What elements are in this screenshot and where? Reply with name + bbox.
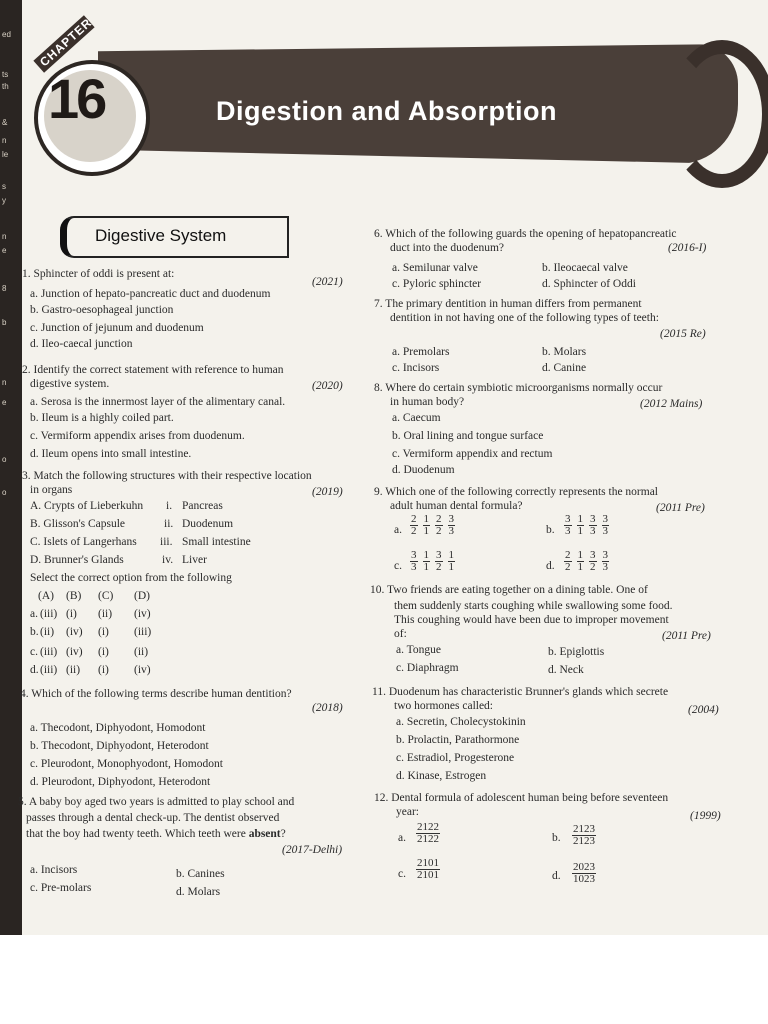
numerator: 2 [436,513,442,525]
option: d. Kinase, Estrogen [396,770,487,782]
option: a. Junction of hepato-pancreatic duct and duodenum [30,288,271,300]
denominator: 3 [448,525,454,537]
denominator: 2 [436,561,442,573]
question-text: 3. Match the following structures with their respective location [22,470,312,482]
dental-formula-a [410,514,455,537]
dental-formula-a [416,822,440,845]
denominator: 3 [602,525,608,537]
numerator: 2023 [573,861,595,873]
grid-cell: (iii) [40,608,58,620]
denominator: 2 [565,561,571,573]
numerator: 3 [565,513,571,525]
option: a. Serosa is the innermost layer of the alimentary canal. [30,396,286,408]
match-left: D. Brunner's Glands [30,554,124,566]
question-year: (2020) [312,380,343,392]
question-year: (2019) [312,486,343,498]
question-year: (2016-I) [668,242,707,254]
edge-text: b [2,318,7,327]
option: d. Sphincter of Oddi [542,278,636,290]
option: a. Tongue [396,644,441,656]
numerator: 3 [448,513,454,525]
numerator: 1 [577,549,583,561]
option: c. Diaphragm [396,662,459,674]
grid-cell: (ii) [66,664,81,676]
match-num: ii. [164,518,174,530]
option: b. Ileum is a highly coiled part. [30,412,174,424]
numerator: 3 [436,549,442,561]
question-text: 2. Identify the correct statement with reference to human [22,364,284,376]
match-left: B. Glisson's Capsule [30,518,126,530]
question-year: (2021) [312,276,343,288]
section-heading: Digestive System [95,226,227,245]
denominator: 1 [423,561,429,573]
match-right: Small intestine [182,536,251,548]
option: c. Pre-molars [30,882,92,894]
option: c. Pyloric sphincter [392,278,482,290]
denominator: 1 [423,525,429,537]
match-left: C. Islets of Langerhans [30,536,137,548]
question-year: (2012 Mains) [640,398,703,410]
grid-cell: d. [30,664,39,676]
edge-text: & [2,118,8,127]
question-text-cont [26,826,286,842]
option: c. Vermiform appendix arises from duodenum. [30,430,245,442]
grid-header: (C) [98,590,114,602]
question-text-part: that the boy had twenty teeth. Which teeth were [26,828,249,840]
option-letter: a. [394,524,402,536]
option-letter: d. [552,870,561,882]
denominator: 2 [411,525,417,537]
match-right: Duodenum [182,518,234,530]
question-text: 5. A baby boy aged two years is admitted to play school and [18,796,295,808]
question-text: 6. Which of the following guards the opening of hepatopancreatic [374,228,677,240]
question-year: (1999) [690,810,721,822]
option: b. Gastro-oesophageal junction [30,304,174,316]
question-text-cont: of: [394,628,407,640]
option: b. Epiglottis [548,646,605,658]
option: c. Incisors [392,362,440,374]
question-text-cont: dentition in not having one of the following types of teeth: [390,312,659,324]
question-year: (2015 Re) [660,328,706,340]
grid-cell: (iii) [134,626,152,638]
grid-cell: (ii) [40,626,55,638]
option-letter: b. [552,832,561,844]
dental-formula-c [410,550,455,573]
option: b. Oral lining and tongue surface [392,430,544,442]
option: b. Canines [176,868,225,880]
question-year: (2017-Delhi) [282,844,343,856]
question-text-cont: in human body? [390,396,465,408]
emphasis-word: absent [248,828,281,840]
denominator: 2123 [573,835,595,847]
numerator: 3 [411,549,417,561]
section-heading-box [60,216,289,258]
denominator: 2 [436,525,442,537]
denominator: 2122 [417,833,439,845]
question-text-cont: passes through a dental check-up. The dentist observed [26,812,280,824]
edge-text: th [2,82,9,91]
grid-cell: (iv) [134,608,151,620]
denominator: 3 [602,561,608,573]
option: a. Semilunar valve [392,262,478,274]
denominator: 1023 [573,873,595,885]
numerator: 3 [590,513,596,525]
option: d. Molars [176,886,221,898]
option: a. Caecum [392,412,441,424]
option: a. Incisors [30,864,78,876]
numerator: 1 [577,513,583,525]
grid-header: (D) [134,590,150,602]
option: d. Duodenum [392,464,455,476]
grid-cell: (iii) [40,664,58,676]
question-text-cont: This coughing would have been due to improper movement [394,614,669,626]
dental-formula-c [416,858,440,881]
grid-cell: (iii) [40,646,58,658]
edge-text: le [2,150,9,159]
grid-cell: (i) [98,664,109,676]
option: d. Ileo-caecal junction [30,338,133,350]
denominator: 2 [590,561,596,573]
numerator: 3 [602,549,608,561]
chapter-label: CHAPTER [33,15,94,72]
edge-text: n [2,136,7,145]
denominator: 3 [590,525,596,537]
grid-cell: b. [30,626,39,638]
question-year: (2018) [312,702,343,714]
edge-text: y [2,196,6,205]
question-year: (2011 Pre) [656,502,705,514]
question-text-cont: digestive system. [30,378,110,390]
match-right: Pancreas [182,500,223,512]
option-letter: b. [546,524,555,536]
edge-text: e [2,398,7,407]
numerator: 2101 [417,857,439,869]
question-text: 9. Which one of the following correctly represents the normal [374,486,659,498]
grid-cell: (i) [98,626,109,638]
grid-header: (A) [38,590,54,602]
question-mark: ? [280,828,286,840]
question-text: 1. Sphincter of oddi is present at: [22,268,175,280]
edge-text: n [2,232,7,241]
question-year: (2004) [688,704,719,716]
numerator: 2 [411,513,417,525]
question-text: 12. Dental formula of adolescent human being before seventeen [374,792,669,804]
question-text: 11. Duodenum has characteristic Brunner's glands which secrete [372,686,669,698]
option: c. Pleurodont, Monophyodont, Homodont [30,758,223,770]
denominator: 2101 [417,869,439,881]
question-text-cont: duct into the duodenum? [390,242,505,254]
dental-formula-d [572,862,596,885]
option-letter: c. [398,868,406,880]
option: a. Secretin, Cholecystokinin [396,716,526,728]
option: d. Canine [542,362,587,374]
edge-text: o [2,455,7,464]
edge-text: s [2,182,6,191]
dental-formula-b [564,514,609,537]
match-num: iii. [160,536,173,548]
option: c. Estradiol, Progesterone [396,752,515,764]
grid-cell: c. [30,646,38,658]
match-right: Liver [182,554,207,566]
question-text: 10. Two friends are eating together on a dining table. One of [370,584,648,596]
denominator: 1 [448,561,454,573]
numerator: 3 [590,549,596,561]
option: a. Premolars [392,346,450,358]
edge-text: n [2,378,7,387]
edge-text: e [2,246,7,255]
edge-text: ed [2,30,11,39]
option: a. Thecodont, Diphyodont, Homodont [30,722,206,734]
edge-text: 8 [2,284,7,293]
question-text-cont: adult human dental formula? [390,500,523,512]
dental-formula-d [564,550,609,573]
option: b. Ileocaecal valve [542,262,628,274]
option: c. Vermiform appendix and rectum [392,448,553,460]
option-letter: d. [546,560,555,572]
question-text: 7. The primary dentition in human differs from permanent [374,298,642,310]
banner-curl [668,40,768,188]
option: b. Thecodont, Diphyodont, Heterodont [30,740,209,752]
option: d. Neck [548,664,584,676]
option-letter: a. [398,832,406,844]
question-text-cont: two hormones called: [394,700,494,712]
chapter-title: Digestion and Absorption [216,96,557,126]
option: d. Ileum opens into small intestine. [30,448,192,460]
numerator: 2122 [417,821,439,833]
option: b. Molars [542,346,587,358]
dental-formula-b [572,824,596,847]
grid-cell: (i) [98,646,109,658]
grid-cell: (iv) [66,626,83,638]
grid-cell: (iv) [134,664,151,676]
edge-text: ts [2,70,9,79]
numerator: 1 [423,549,429,561]
grid-cell: (ii) [98,608,113,620]
denominator: 3 [565,525,571,537]
denominator: 1 [577,561,583,573]
numerator: 1 [448,549,454,561]
numerator: 3 [602,513,608,525]
option-letter: c. [394,560,402,572]
question-text-cont: year: [396,806,419,818]
question-text-cont: in organs [30,484,73,496]
numerator: 2123 [573,823,595,835]
match-num: iv. [162,554,174,566]
denominator: 3 [411,561,417,573]
option: c. Junction of jejunum and duodenum [30,322,204,334]
match-left: A. Crypts of Lieberkuhn [30,500,144,512]
grid-header: (B) [66,590,82,602]
option: b. Prolactin, Parathormone [396,734,520,746]
grid-cell: (ii) [134,646,149,658]
numerator: 2 [565,549,571,561]
grid-cell: (i) [66,608,77,620]
instruction: Select the correct option from the following [30,572,232,584]
question-text: 4. Which of the following terms describe human dentition? [20,688,292,700]
match-num: i. [166,500,173,512]
question-year: (2011 Pre) [662,630,711,642]
question-text-cont: them suddenly starts coughing while swallowing some food. [394,600,673,612]
edge-text: o [2,488,7,497]
numerator: 1 [423,513,429,525]
question-text: 8. Where do certain symbiotic microorganisms normally occur [374,382,663,394]
denominator: 1 [577,525,583,537]
chapter-number: 16 [48,67,105,130]
option: d. Pleurodont, Diphyodont, Heterodont [30,776,211,788]
grid-cell: a. [30,608,38,620]
grid-cell: (iv) [66,646,83,658]
